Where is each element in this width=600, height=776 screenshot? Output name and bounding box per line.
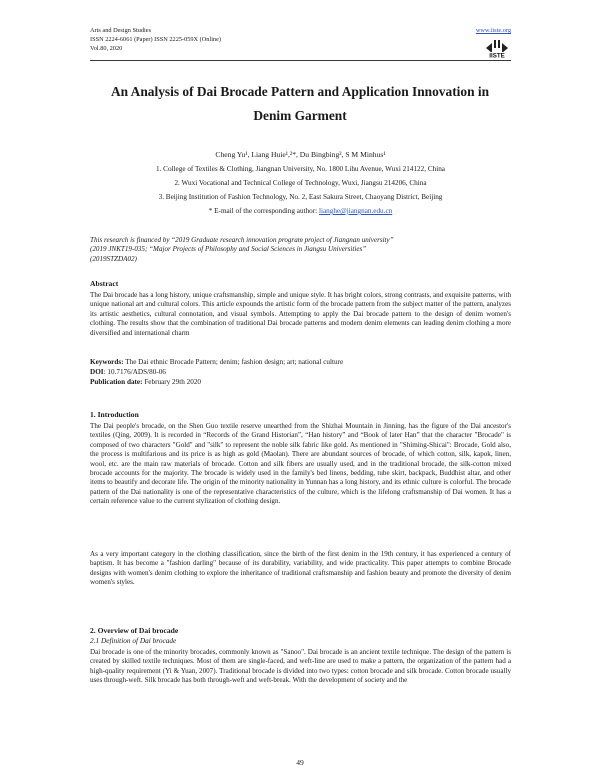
section2-heading: 2. Overview of Dai brocade	[90, 626, 179, 635]
funding-statement	[90, 236, 511, 264]
corresponding-email	[90, 206, 511, 216]
journal-issn: ISSN 2224-6061 (Paper) ISSN 2225-059X (Online)	[90, 36, 221, 43]
abstract-heading: Abstract	[90, 279, 119, 288]
paper-title	[70, 80, 530, 128]
doi-line	[90, 368, 511, 377]
author-list: Cheng Yu¹, Liang Huie¹,²*, Du Bingbing², S M Minhus¹	[215, 150, 386, 159]
keywords-text: The Dai ethnic Brocade Pattern; denim; fashion design; art; national culture	[123, 358, 344, 366]
header-divider	[90, 60, 511, 61]
section1-heading: 1. Introduction	[90, 410, 139, 419]
doi-label: DOI	[90, 368, 104, 376]
journal-branding	[451, 26, 511, 59]
title-line-2: Denim Garment	[253, 108, 347, 123]
logo-text: IISTE	[489, 52, 505, 59]
pubdate-value: February 29th 2020	[142, 378, 202, 386]
section1-paragraph-1: The Dai people's brocade, on the Shen Guo textile reserve unearthed from the Shizhai Mountain in Jinning, has the figure of the Dai ancestor's textiles (Qing, 2009). It is recorded in “Records of the Grand Historian”, “Han history” and “Book of later Han” that the character "Brocade" is composed of two characters "Gold" and "silk" to represent the noble silk fabric like gold. As mentioned in "Shiming-Shicai": Brocade, Gold also, the process is multifarious and its price is as high as gold (Maolan). There are abundant sources of brocade, of which cotton, silk, kapok, linen, wool, etc. are the main raw materials of brocade. Cotton and silk fibers are usually used, and in the traditional brocade, the silk-cotton mixed brocade accounts for the majority. The brocade is widely used in the family's bed linens, bedding, tube skirt, backpack, Buddhist altar, and other items to beautify and decorate life. The origin of the minority nationality in Yunnan has a long history, and its ethnic culture is colorful. The brocade pattern of the Dai nationality is one of the representative characteristics of the culture, which is the lifelong craftsmanship of Dai women. It has a certain reference value to the current stylization of clothing design.	[90, 422, 511, 506]
keywords-line	[90, 358, 511, 367]
email-link[interactable]: lianghe@jiangnan.edu.cn	[318, 207, 393, 215]
funding-line-1: This research is financed by “2019 Graduate research innovation program project of Jiangnan university”	[90, 236, 394, 244]
section2-subheading: 2.1 Definition of Dai brocade	[90, 636, 177, 645]
journal-volume: Vol.80, 2020	[90, 45, 123, 52]
publication-date-line	[90, 378, 511, 387]
affiliation-1: 1. College of Textiles & Clothing, Jiangnan University, No. 1800 Lihu Avenue, Wuxi 214122, China	[155, 165, 445, 173]
funding-line-2: (2019 JNKT19-035; “Major Projects of Philosophy and Social Sciences in Jiangsu Universities”	[90, 245, 367, 254]
affiliation-2: 2. Wuxi Vocational and Technical College of Technology, Wuxi, Jiangsu 214206, China	[174, 179, 427, 187]
keywords-label: Keywords:	[90, 358, 124, 366]
email-prefix: * E-mail of the corresponding author:	[208, 207, 319, 215]
title-line-1: An Analysis of Dai Brocade Pattern and Application Innovation in	[110, 84, 490, 99]
abstract-text: The Dai brocade has a long history, unique craftsmanship, simple and unique style. It has bright colors, strong contrasts, and exquisite patterns, with unique national art and cultural colors. This article expounds the artistic form of the brocade pattern from the subject matter of the pattern, analyzes its artistic aesthetics, cultural connotation, and visual symbols. Attempting to apply the Dai brocade pattern to the design of denim women's clothing. The results show that the combination of traditional Dai brocade patterns and modern denim elements can leading denim clothing a more diversified and international charm	[90, 291, 511, 337]
section2-paragraph-1: Dai brocade is one of the minority brocades, commonly known as "Sanoo". Dai brocade is an ancient textile technique. The design of the pattern is created by skilled textile techniques. Most of them are single-faced, and weft-line are used to make a pattern, the organization of the pattern had a high-quality requirement (Yi & Yuan, 2007). Traditional brocade is divided into two types: cotton brocade and silk brocade. Cotton brocade usually uses through-weft. Silk brocade has both through-weft and weft-break. With the development of society and the	[90, 648, 511, 685]
doi-value: : 10.7176/ADS/80-06	[103, 368, 166, 376]
page-number: 49	[296, 758, 304, 767]
funding-line-3: (2019STZDA02)	[90, 254, 137, 263]
pubdate-label: Publication date:	[90, 378, 143, 386]
iiste-logo-icon	[483, 37, 511, 59]
journal-header	[90, 26, 221, 53]
journal-name: Arts and Design Studies	[90, 27, 152, 34]
affiliation-3: 3. Beijing Institution of Fashion Technology, No. 2, East Sakura Street, Chaoyang District, Beijing	[158, 193, 443, 201]
section1-paragraph-2: As a very important category in the clothing classification, since the birth of the first denim in the 19th century, it has experienced a century of baptism. It has become a "fashion darling" because of its durability, variability, and wide practicality. This paper attempts to combine Brocade designs with women's denim clothing to explore the inheritance of traditional craftsmanship and fashion beauty and promote the diversity of denim women's styles.	[90, 550, 511, 587]
journal-url-link[interactable]: www.iiste.org	[475, 27, 511, 34]
